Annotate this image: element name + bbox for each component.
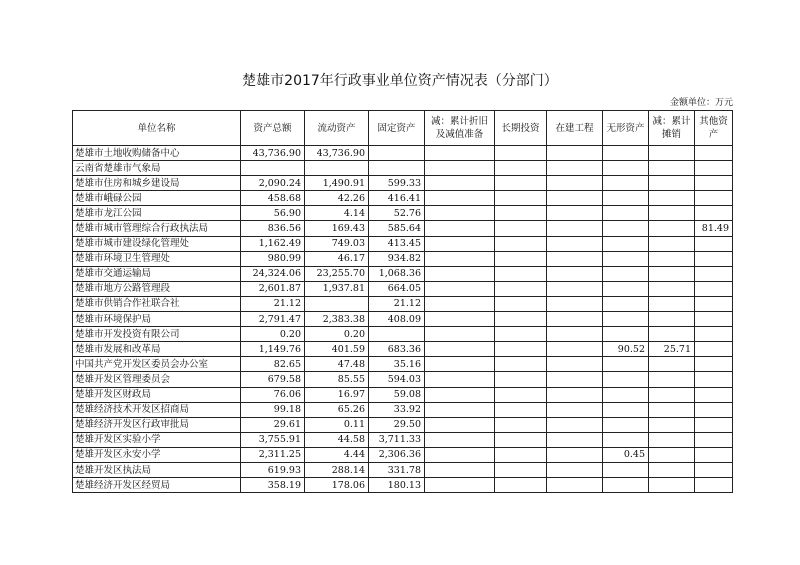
value-cell — [695, 251, 733, 266]
value-cell — [649, 417, 695, 432]
value-cell: 23,255.70 — [305, 266, 369, 281]
unit-name-cell: 楚雄市住房和城乡建设局 — [73, 176, 241, 191]
table-row — [73, 462, 733, 477]
value-cell — [649, 251, 695, 266]
unit-name-cell: 楚雄市环境卫生管理处 — [73, 251, 241, 266]
value-cell: 42.26 — [305, 191, 369, 206]
value-cell — [603, 176, 649, 191]
value-cell — [495, 161, 547, 176]
value-cell — [547, 372, 603, 387]
table-row — [73, 161, 733, 176]
value-cell: 35.16 — [369, 357, 425, 372]
value-cell — [495, 462, 547, 477]
value-cell — [695, 176, 733, 191]
value-cell — [547, 266, 603, 281]
value-cell: 99.18 — [241, 402, 305, 417]
unit-name-cell: 楚雄开发区执法局 — [73, 462, 241, 477]
value-cell — [547, 432, 603, 447]
header-cell: 减：累计折旧及减值准备 — [425, 111, 495, 146]
value-cell: 29.50 — [369, 417, 425, 432]
value-cell — [603, 191, 649, 206]
value-cell — [425, 372, 495, 387]
table-row — [73, 251, 733, 266]
value-cell — [425, 387, 495, 402]
value-cell — [369, 146, 425, 161]
table-row — [73, 432, 733, 447]
value-cell: 180.13 — [369, 478, 425, 493]
unit-name-cell: 楚雄市开发投资有限公司 — [73, 327, 241, 342]
value-cell — [695, 372, 733, 387]
value-cell: 4.14 — [305, 206, 369, 221]
unit-name-cell: 楚雄开发区管理委员会 — [73, 372, 241, 387]
value-cell: 408.09 — [369, 312, 425, 327]
value-cell: 836.56 — [241, 221, 305, 236]
value-cell: 599.33 — [369, 176, 425, 191]
value-cell — [695, 478, 733, 493]
value-cell — [649, 432, 695, 447]
table-row — [73, 146, 733, 161]
unit-name-cell: 中国共产党开发区委员会办公室 — [73, 357, 241, 372]
value-cell: 2,306.36 — [369, 447, 425, 462]
table-row — [73, 266, 733, 281]
value-cell — [649, 478, 695, 493]
value-cell: 619.93 — [241, 462, 305, 477]
value-cell — [495, 266, 547, 281]
value-cell: 47.48 — [305, 357, 369, 372]
value-cell — [649, 387, 695, 402]
value-cell — [649, 296, 695, 311]
value-cell — [603, 251, 649, 266]
value-cell: 679.58 — [241, 372, 305, 387]
value-cell — [547, 236, 603, 251]
value-cell: 331.78 — [369, 462, 425, 477]
unit-name-cell: 楚雄开发区实验小学 — [73, 432, 241, 447]
value-cell: 4.44 — [305, 447, 369, 462]
value-cell: 76.06 — [241, 387, 305, 402]
value-cell: 458.68 — [241, 191, 305, 206]
value-cell — [695, 236, 733, 251]
value-cell — [425, 327, 495, 342]
header-cell: 固定资产 — [369, 111, 425, 146]
value-cell — [495, 146, 547, 161]
unit-name-cell: 楚雄经济技术开发区招商局 — [73, 402, 241, 417]
value-cell — [495, 372, 547, 387]
table-row — [73, 221, 733, 236]
value-cell: 1,937.81 — [305, 281, 369, 296]
value-cell — [695, 296, 733, 311]
value-cell — [547, 176, 603, 191]
value-cell — [495, 251, 547, 266]
value-cell: 594.03 — [369, 372, 425, 387]
table-row — [73, 402, 733, 417]
value-cell: 0.20 — [241, 327, 305, 342]
value-cell: 33.92 — [369, 402, 425, 417]
value-cell — [695, 462, 733, 477]
value-cell — [603, 402, 649, 417]
value-cell: 29.61 — [241, 417, 305, 432]
table-row — [73, 206, 733, 221]
value-cell — [547, 387, 603, 402]
value-cell — [495, 296, 547, 311]
value-cell — [603, 296, 649, 311]
value-cell: 683.36 — [369, 342, 425, 357]
table-row — [73, 176, 733, 191]
value-cell — [649, 462, 695, 477]
value-cell — [603, 221, 649, 236]
value-cell: 413.45 — [369, 236, 425, 251]
value-cell: 664.05 — [369, 281, 425, 296]
value-cell: 3,711.33 — [369, 432, 425, 447]
value-cell — [603, 478, 649, 493]
value-cell: 0.45 — [603, 447, 649, 462]
value-cell — [603, 417, 649, 432]
value-cell — [695, 342, 733, 357]
value-cell: 1,490.91 — [305, 176, 369, 191]
value-cell — [425, 417, 495, 432]
value-cell — [603, 387, 649, 402]
value-cell — [603, 432, 649, 447]
value-cell: 82.65 — [241, 357, 305, 372]
value-cell — [547, 357, 603, 372]
table-row — [73, 191, 733, 206]
value-cell — [241, 161, 305, 176]
value-cell: 59.08 — [369, 387, 425, 402]
value-cell — [425, 478, 495, 493]
value-cell — [495, 417, 547, 432]
value-cell — [547, 417, 603, 432]
value-cell — [547, 462, 603, 477]
table-row — [73, 387, 733, 402]
value-cell — [649, 206, 695, 221]
value-cell — [425, 251, 495, 266]
value-cell — [425, 281, 495, 296]
value-cell — [369, 161, 425, 176]
value-cell — [649, 312, 695, 327]
value-cell — [495, 357, 547, 372]
value-cell — [425, 432, 495, 447]
table-row — [73, 236, 733, 251]
value-cell — [425, 462, 495, 477]
unit-name-cell: 楚雄开发区财政局 — [73, 387, 241, 402]
value-cell — [495, 312, 547, 327]
table-body — [73, 146, 733, 493]
value-cell: 16.97 — [305, 387, 369, 402]
value-cell — [695, 357, 733, 372]
value-cell — [425, 266, 495, 281]
value-cell: 56.90 — [241, 206, 305, 221]
value-cell — [695, 312, 733, 327]
value-cell — [603, 327, 649, 342]
value-cell — [305, 161, 369, 176]
value-cell: 401.59 — [305, 342, 369, 357]
value-cell: 2,311.25 — [241, 447, 305, 462]
value-cell: 585.64 — [369, 221, 425, 236]
value-cell — [547, 342, 603, 357]
value-cell — [649, 191, 695, 206]
value-cell: 43,736.90 — [241, 146, 305, 161]
value-cell — [425, 312, 495, 327]
value-cell — [649, 221, 695, 236]
value-cell: 0.20 — [305, 327, 369, 342]
value-cell: 90.52 — [603, 342, 649, 357]
value-cell — [649, 327, 695, 342]
value-cell — [495, 432, 547, 447]
value-cell — [695, 387, 733, 402]
value-cell — [495, 402, 547, 417]
value-cell — [649, 161, 695, 176]
value-cell — [495, 221, 547, 236]
value-cell: 934.82 — [369, 251, 425, 266]
value-cell — [603, 462, 649, 477]
unit-name-cell: 楚雄市地方公路管理段 — [73, 281, 241, 296]
unit-name-cell: 楚雄市峨碌公园 — [73, 191, 241, 206]
value-cell — [425, 342, 495, 357]
value-cell — [305, 296, 369, 311]
value-cell — [695, 402, 733, 417]
value-cell — [495, 387, 547, 402]
header-cell: 单位名称 — [73, 111, 241, 146]
value-cell — [495, 342, 547, 357]
value-cell — [495, 327, 547, 342]
value-cell — [369, 327, 425, 342]
value-cell — [649, 176, 695, 191]
value-cell: 65.26 — [305, 402, 369, 417]
value-cell — [425, 206, 495, 221]
header-cell: 长期投资 — [495, 111, 547, 146]
value-cell — [425, 296, 495, 311]
value-cell — [695, 206, 733, 221]
unit-name-cell: 云南省楚雄市气象局 — [73, 161, 241, 176]
table-row — [73, 372, 733, 387]
value-cell — [695, 266, 733, 281]
value-cell — [425, 191, 495, 206]
value-cell: 43,736.90 — [305, 146, 369, 161]
value-cell — [649, 447, 695, 462]
value-cell: 46.17 — [305, 251, 369, 266]
table-row — [73, 327, 733, 342]
page-title: 楚雄市2017年行政事业单位资产情况表（分部门） — [242, 73, 558, 89]
header-cell: 流动资产 — [305, 111, 369, 146]
value-cell — [425, 161, 495, 176]
value-cell — [603, 281, 649, 296]
value-cell: 1,068.36 — [369, 266, 425, 281]
table-row — [73, 478, 733, 493]
table-row — [73, 312, 733, 327]
unit-name-cell: 楚雄市环境保护局 — [73, 312, 241, 327]
value-cell: 178.06 — [305, 478, 369, 493]
value-cell: 25.71 — [649, 342, 695, 357]
value-cell — [649, 266, 695, 281]
header-cell: 其他资产 — [695, 111, 733, 146]
header-cell: 减：累计摊销 — [649, 111, 695, 146]
unit-name-cell: 楚雄开发区永安小学 — [73, 447, 241, 462]
value-cell — [547, 146, 603, 161]
assets-table — [72, 110, 733, 493]
value-cell — [547, 296, 603, 311]
value-cell: 288.14 — [305, 462, 369, 477]
value-cell: 44.58 — [305, 432, 369, 447]
value-cell — [495, 191, 547, 206]
value-cell — [603, 206, 649, 221]
value-cell — [649, 372, 695, 387]
value-cell — [695, 146, 733, 161]
unit-label: 金额单位：万元 — [669, 98, 733, 108]
unit-name-cell: 楚雄市交通运输局 — [73, 266, 241, 281]
value-cell — [695, 327, 733, 342]
value-cell — [547, 312, 603, 327]
value-cell — [547, 447, 603, 462]
value-cell — [495, 176, 547, 191]
value-cell — [649, 357, 695, 372]
unit-name-cell: 楚雄市发展和改革局 — [73, 342, 241, 357]
value-cell — [603, 266, 649, 281]
header-cell: 无形资产 — [603, 111, 649, 146]
value-cell — [547, 251, 603, 266]
value-cell — [547, 206, 603, 221]
value-cell — [695, 447, 733, 462]
table-header-row — [73, 111, 733, 146]
value-cell — [695, 281, 733, 296]
value-cell: 21.12 — [241, 296, 305, 311]
value-cell — [425, 402, 495, 417]
value-cell — [603, 312, 649, 327]
value-cell — [547, 478, 603, 493]
value-cell: 2,601.87 — [241, 281, 305, 296]
value-cell — [603, 146, 649, 161]
value-cell: 0.11 — [305, 417, 369, 432]
value-cell — [603, 372, 649, 387]
unit-name-cell: 楚雄经济开发区行政审批局 — [73, 417, 241, 432]
value-cell — [495, 281, 547, 296]
value-cell: 2,791.47 — [241, 312, 305, 327]
unit-name-cell: 楚雄市龙江公园 — [73, 206, 241, 221]
value-cell — [695, 191, 733, 206]
value-cell: 85.55 — [305, 372, 369, 387]
table-row — [73, 447, 733, 462]
table-row — [73, 357, 733, 372]
value-cell: 81.49 — [695, 221, 733, 236]
header-cell: 资产总额 — [241, 111, 305, 146]
value-cell — [425, 176, 495, 191]
value-cell: 52.76 — [369, 206, 425, 221]
value-cell — [495, 206, 547, 221]
value-cell — [495, 236, 547, 251]
value-cell — [495, 478, 547, 493]
value-cell — [425, 236, 495, 251]
value-cell — [649, 146, 695, 161]
value-cell — [695, 161, 733, 176]
value-cell: 416.41 — [369, 191, 425, 206]
value-cell — [547, 221, 603, 236]
unit-name-cell: 楚雄市供销合作社联合社 — [73, 296, 241, 311]
value-cell — [603, 161, 649, 176]
value-cell — [547, 402, 603, 417]
value-cell — [547, 161, 603, 176]
value-cell — [547, 327, 603, 342]
value-cell — [425, 447, 495, 462]
value-cell: 3,755.91 — [241, 432, 305, 447]
value-cell: 169.43 — [305, 221, 369, 236]
value-cell — [695, 432, 733, 447]
value-cell — [425, 357, 495, 372]
value-cell: 2,383.38 — [305, 312, 369, 327]
value-cell — [495, 447, 547, 462]
value-cell: 2,090.24 — [241, 176, 305, 191]
unit-name-cell: 楚雄经济开发区经贸局 — [73, 478, 241, 493]
value-cell: 749.03 — [305, 236, 369, 251]
value-cell: 24,324.06 — [241, 266, 305, 281]
unit-name-cell: 楚雄市城市建设绿化管理处 — [73, 236, 241, 251]
table-row — [73, 342, 733, 357]
value-cell — [649, 236, 695, 251]
value-cell: 358.19 — [241, 478, 305, 493]
value-cell — [425, 221, 495, 236]
value-cell: 980.99 — [241, 251, 305, 266]
table-row — [73, 296, 733, 311]
value-cell — [649, 281, 695, 296]
table-row — [73, 281, 733, 296]
value-cell — [649, 402, 695, 417]
value-cell — [603, 236, 649, 251]
header-cell: 在建工程 — [547, 111, 603, 146]
unit-name-cell: 楚雄市土地收购储备中心 — [73, 146, 241, 161]
table-row — [73, 417, 733, 432]
value-cell — [547, 281, 603, 296]
value-cell — [547, 191, 603, 206]
value-cell: 1,149.76 — [241, 342, 305, 357]
value-cell — [695, 417, 733, 432]
value-cell: 1,162.49 — [241, 236, 305, 251]
value-cell — [425, 146, 495, 161]
value-cell: 21.12 — [369, 296, 425, 311]
value-cell — [603, 357, 649, 372]
unit-name-cell: 楚雄市城市管理综合行政执法局 — [73, 221, 241, 236]
